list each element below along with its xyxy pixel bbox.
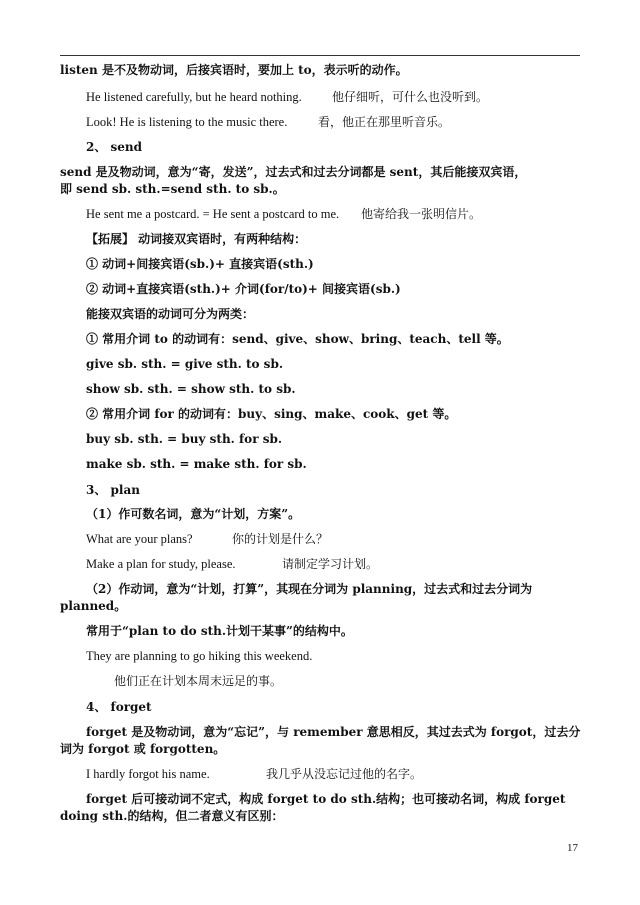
page-number: 17 bbox=[567, 842, 578, 854]
section-heading-send: 2、 send bbox=[86, 140, 143, 154]
example-en: He sent me a postcard. = He sent a postcard to me. bbox=[86, 207, 340, 221]
formula-give: give sb. sth. = give sth. to sb. bbox=[86, 357, 284, 371]
note-send-cont: 即 send sb. sth.=send sth. to sb.。 bbox=[60, 182, 285, 196]
example-zh: 他们正在计划本周末远足的事。 bbox=[114, 674, 283, 688]
structure-1: ① 动词+间接宾语(sb.)+ 直接宾语(sth.) bbox=[86, 257, 314, 271]
plan-verb: （2）作动词，意为“计划，打算”，其现在分词为 planning，过去式和过去分词为 bbox=[86, 582, 533, 596]
note-send: send 是及物动词，意为“寄，发送”，过去式和过去分词都是 sent，其后能接双宾语， bbox=[60, 165, 527, 179]
example-en: Look! He is listening to the music there. bbox=[86, 115, 288, 129]
structure-2: ② 动词+直接宾语(sth.)+ 介词(for/to)+ 间接宾语(sb.) bbox=[86, 282, 401, 296]
plan-verb-cont: planned。 bbox=[60, 599, 127, 613]
example-zh: 他寄给我一张明信片。 bbox=[361, 207, 482, 221]
extension-heading: 【拓展】 动词接双宾语时，有两种结构： bbox=[86, 232, 307, 246]
verbs-with-for: ② 常用介词 for 的动词有：buy、sing、make、cook、get 等。 bbox=[86, 407, 457, 421]
example-en: Make a plan for study, please. bbox=[86, 557, 236, 571]
forget-structure: forget 后可接动词不定式，构成 forget to do sth.结构；也可接动名词，构成 forget bbox=[86, 792, 566, 806]
example-en: They are planning to go hiking this weekend. bbox=[86, 649, 313, 663]
example-zh: 我几乎从没忘记过他的名字。 bbox=[266, 767, 423, 781]
example-zh: 看，他正在那里听音乐。 bbox=[318, 115, 451, 129]
formula-buy: buy sb. sth. = buy sth. for sb. bbox=[86, 432, 283, 446]
plan-noun: （1）作可数名词，意为“计划，方案”。 bbox=[86, 507, 301, 521]
formula-make: make sb. sth. = make sth. for sb. bbox=[86, 457, 307, 471]
note-forget-cont: 词为 forgot 或 forgotten。 bbox=[60, 742, 226, 756]
forget-structure-cont: doing sth.的结构，但二者意义有区别： bbox=[60, 809, 284, 823]
example-en: I hardly forgot his name. bbox=[86, 767, 210, 781]
example-zh: 你的计划是什么？ bbox=[232, 532, 329, 546]
formula-show: show sb. sth. = show sth. to sb. bbox=[86, 382, 296, 396]
example-en: What are your plans? bbox=[86, 532, 193, 546]
verbs-with-to: ① 常用介词 to 的动词有：send、give、show、bring、teach、tell 等。 bbox=[86, 332, 509, 346]
plan-usage: 常用于“plan to do sth.计划干某事”的结构中。 bbox=[86, 624, 353, 638]
verb-classes: 能接双宾语的动词可分为两类： bbox=[86, 307, 255, 321]
example-en: He listened carefully, but he heard nothing. bbox=[86, 90, 302, 104]
example-zh: 他仔细听，可什么也没听到。 bbox=[332, 90, 489, 104]
example-zh: 请制定学习计划。 bbox=[282, 557, 379, 571]
header-rule bbox=[60, 55, 580, 56]
section-heading-plan: 3、 plan bbox=[86, 483, 140, 497]
section-heading-forget: 4、 forget bbox=[86, 700, 152, 714]
note-forget: forget 是及物动词，意为“忘记”，与 remember 意思相反，其过去式为 forgot，过去分 bbox=[86, 725, 581, 739]
note-listen: listen 是不及物动词，后接宾语时，要加上 to，表示听的动作。 bbox=[60, 63, 408, 77]
